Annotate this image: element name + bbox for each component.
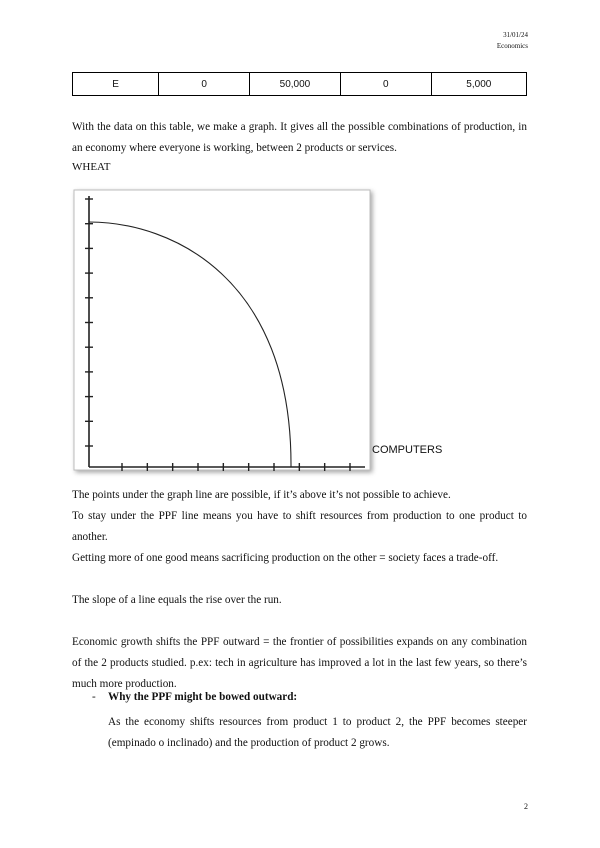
header-date: 31/01/24 [503, 31, 528, 39]
data-table [72, 72, 527, 96]
page-number: 2 [524, 802, 528, 811]
bullet-text: As the economy shifts resources from product 1 to product 2, the PPF becomes steeper (empinado o inclinado) and the production of product 2 grows. [108, 716, 527, 749]
paragraph-slope: The slope of a line equals the rise over the run. [72, 594, 282, 606]
page-header [497, 30, 528, 52]
x-axis-label: COMPUTERS [372, 444, 443, 456]
table-cell: 5,000 [431, 73, 526, 96]
paragraph-points: The points under the graph line are possible, if it’s above it’s not possible to achieve. [72, 489, 451, 501]
ppf-graph [60, 178, 380, 478]
table-cell: 0 [340, 73, 431, 96]
bullet-title: Why the PPF might be bowed outward: [108, 691, 298, 703]
intro-paragraph: With the data on this table, we make a graph. It gives all the possible combinations of production, in an economy where everyone is working, between 2 products or services. [72, 121, 527, 154]
table-row [73, 73, 527, 96]
graph-frame [74, 190, 370, 470]
y-axis-label: WHEAT [72, 161, 111, 173]
table-cell: 50,000 [250, 73, 341, 96]
table-cell: 0 [159, 73, 250, 96]
paragraph-growth: Economic growth shifts the PPF outward = the frontier of possibilities expands on any combination of the 2 products studied. p.ex: tech in agriculture has improved a lot in the last few years, so there’s much more production. [72, 636, 527, 690]
table-cell: E [73, 73, 159, 96]
header-subject: Economics [496, 42, 528, 50]
paragraph-trade-off: Getting more of one good means sacrificing production on the other = society faces a trade-off. [72, 552, 499, 564]
bullet-marker: - [92, 691, 96, 703]
paragraph-ppf-line: To stay under the PPF line means you have to shift resources from production to one product to another. [72, 510, 527, 543]
